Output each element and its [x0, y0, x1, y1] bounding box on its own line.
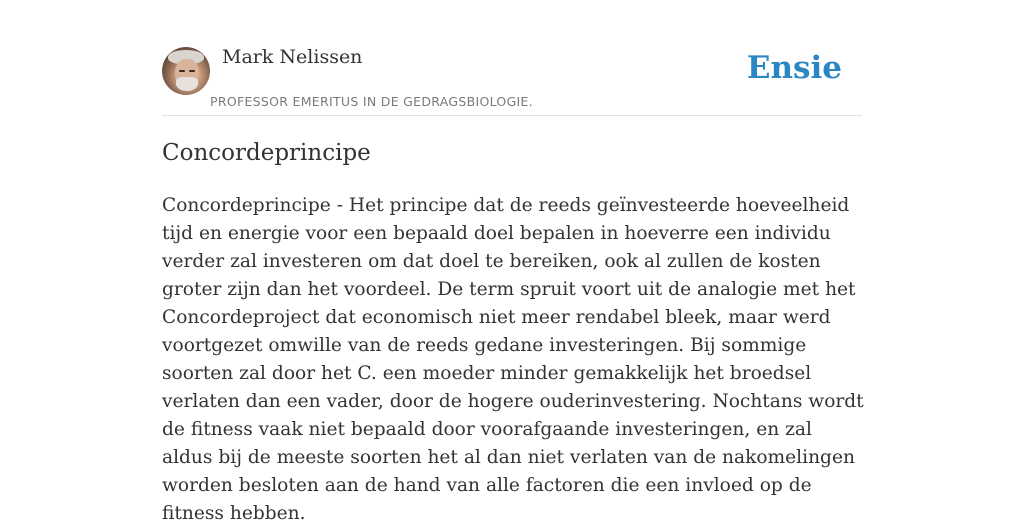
author-title: PROFESSOR EMERITUS IN DE GEDRAGSBIOLOGIE.: [210, 94, 534, 109]
avatar-eye-right: [189, 70, 195, 72]
entry-title: Concordeprincipe: [162, 140, 371, 166]
author-avatar[interactable]: [162, 47, 210, 95]
entry-definition: Concordeprincipe - Het principe dat de reeds geïnvesteerde hoeveelheid tijd en energie voor een bepaald doel bepalen in hoeverre een individu verder zal investeren om dat doel te bereiken, ook al zullen de kosten groter zijn dan het voordeel. De term spruit voort uit de analogie met het Concordeproject dat economisch niet meer rendabel bleek, maar werd voortgezet omwille van de reeds gedane investeringen. Bij sommige soorten zal door het C. een moeder minder gemakkelijk het broedsel verlaten dan een vader, door de hogere ouderinvestering. Nochtans wordt de fitness vaak niet bepaald door voorafgaande investeringen, en zal aldus bij de meeste soorten het al dan niet verlaten van de nakomelingen worden besloten aan de hand van alle factoren die een invloed op de fitness hebben.: [162, 195, 864, 524]
avatar-eye-left: [179, 70, 185, 72]
ensie-logo-link[interactable]: Ensie: [746, 50, 842, 86]
avatar-beard: [176, 77, 198, 91]
author-name[interactable]: Mark Nelissen: [222, 46, 363, 68]
author-header: [162, 40, 862, 116]
